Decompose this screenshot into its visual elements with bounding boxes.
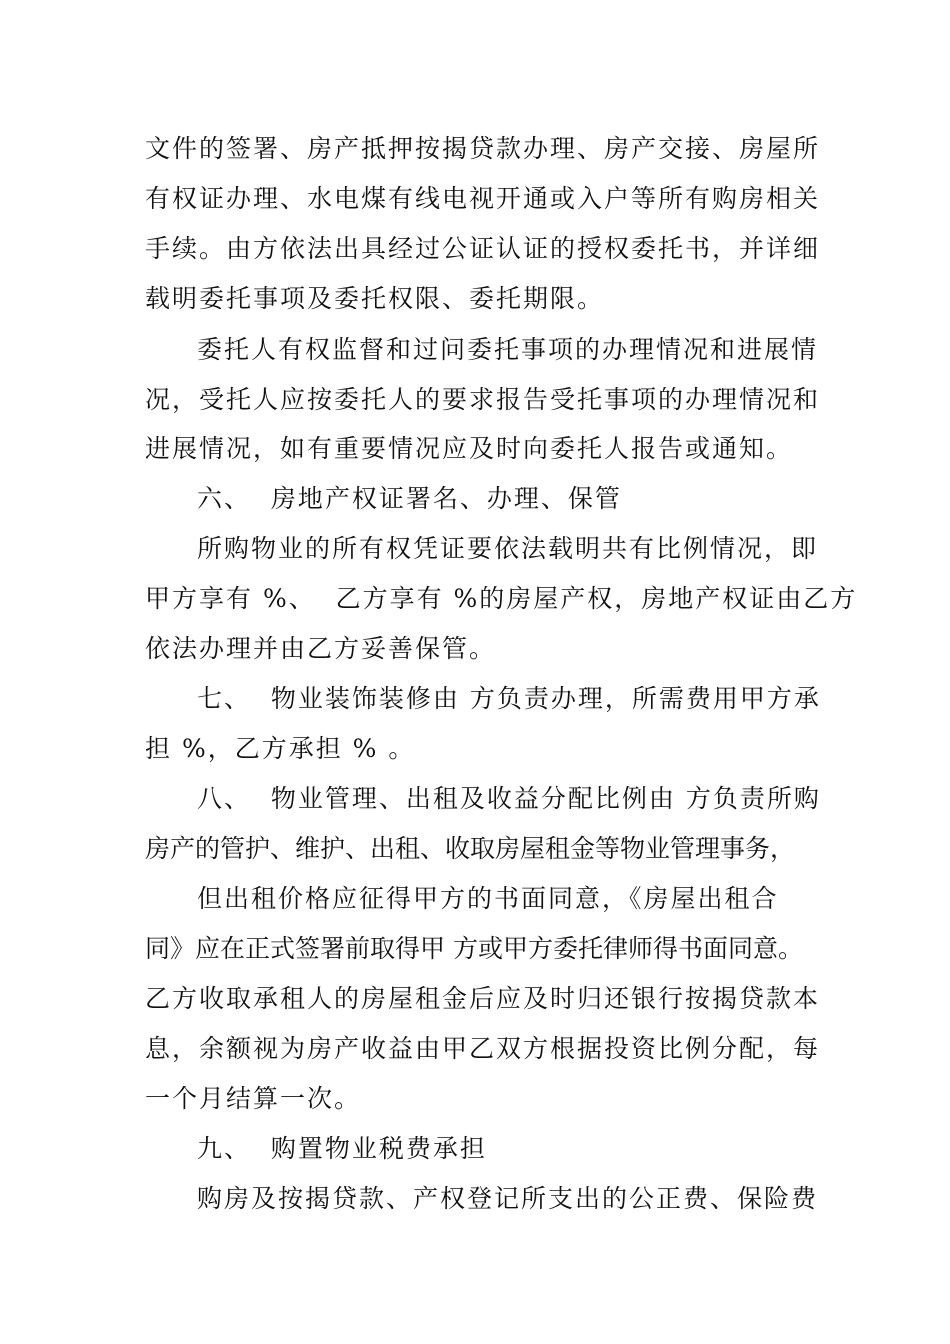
text-line: 一个月结算一次。 (145, 1084, 362, 1113)
text-line: 手续。由方依法出具经过公证认证的授权委托书，并详细 (145, 234, 821, 263)
text-line: 但出租价格应征得甲方的书面同意，《房屋出租合 (197, 884, 779, 913)
text-line: 文件的签署、房产抵押按揭贷款办理、房产交接、房屋所 (145, 134, 821, 163)
text-line: 同》应在正式签署前取得甲 方或甲方委托律师得书面同意。 (145, 934, 803, 963)
section-heading: 六、 房地产权证署名、办理、保管 (197, 484, 622, 513)
section-heading: 七、 物业装饰装修由 方负责办理，所需费用甲方承 (197, 684, 821, 713)
text-line: 况，受托人应按委托人的要求报告受托事项的办理情况和 (145, 385, 821, 414)
section-heading: 九、 购置物业税费承担 (197, 1134, 487, 1163)
text-line: 甲方享有 %、 乙方享有 %的房屋产权，房地产权证由乙方 (145, 584, 858, 613)
text-line: 有权证办理、水电煤有线电视开通或入户等所有购房相关 (145, 184, 821, 213)
text-line: 所购物业的所有权凭证要依法载明共有比例情况，即 (197, 534, 819, 563)
text-line: 进展情况，如有重要情况应及时向委托人报告或通知。 (145, 434, 794, 463)
text-line: 担 %，乙方承担 % 。 (145, 734, 416, 763)
text-line: 载明委托事项及委托权限、委托期限。 (145, 284, 605, 313)
text-line: 息，余额视为房产收益由甲乙双方根据投资比例分配，每 (145, 1034, 821, 1063)
text-line: 委托人有权监督和过问委托事项的办理情况和进展情 (197, 335, 819, 364)
text-line: 乙方收取承租人的房屋租金后应及时归还银行按揭贷款本 (145, 984, 821, 1013)
text-line: 购房及按揭贷款、产权登记所支出的公正费、保险费 (197, 1184, 819, 1213)
section-heading: 八、 物业管理、出租及收益分配比例由 方负责所购 (197, 784, 821, 813)
text-line: 依法办理并由乙方妥善保管。 (145, 634, 497, 663)
text-line: 房产的管护、维护、出租、收取房屋租金等物业管理事务， (145, 834, 796, 863)
